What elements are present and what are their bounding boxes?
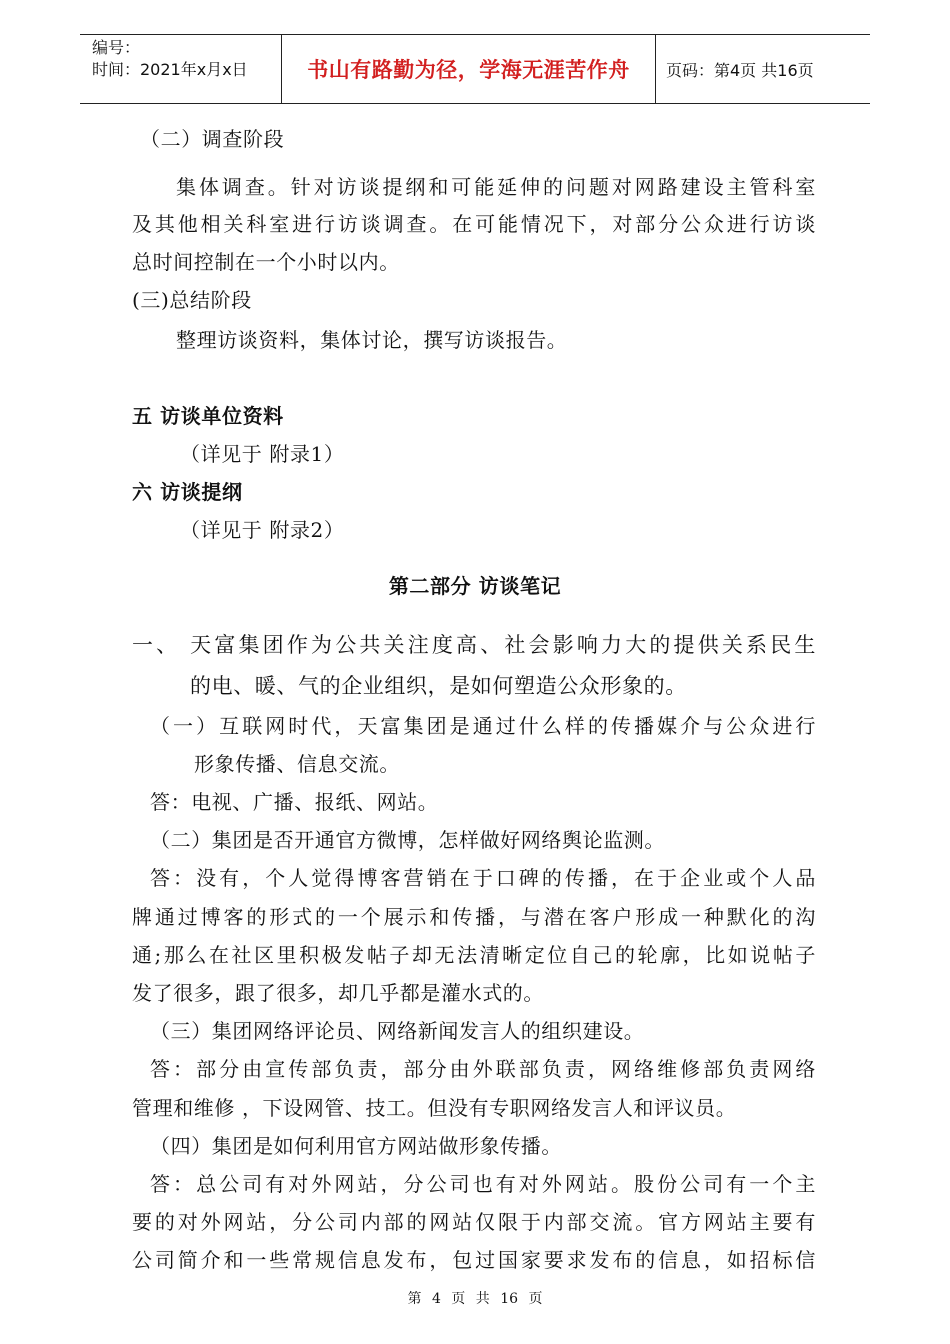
header-time: 时间：2021年x月x日 [92,60,248,79]
part-title: 第二部分 访谈笔记 [388,574,562,598]
header-number: 编号： [92,38,141,57]
answer-line: 答：电视、广播、报纸、网站。 [150,790,439,814]
section-heading: （二）调查阶段 [140,127,285,151]
answer-line: 答：总公司有对外网站，分公司也有对外网站。股份公司有一个主 [150,1172,816,1196]
subquestion-line: （二）集团是否开通官方微博，怎样做好网络舆论监测。 [150,828,665,852]
subquestion-line: （一）互联网时代，天富集团是通过什么样的传播媒介与公众进行 [150,714,816,738]
header-page: 页码：第4页 共16页 [666,60,814,80]
answer-line: 牌通过博客的形式的一个展示和传播，与潜在客户形成一种默化的沟 [132,905,816,929]
subquestion-line: （四）集团是如何利用官方网站做形象传播。 [150,1134,562,1158]
answer-line: 要的对外网站，分公司内部的网站仅限于内部交流。官方网站主要有 [132,1210,816,1234]
answer-line: 通;那么在社区里积极发帖子却无法清晰定位自己的轮廓，比如说帖子 [132,943,816,967]
answer-line: 管理和维修 ，下设网管、技工。但没有专职网络发言人和评议员。 [132,1096,737,1120]
paragraph-line: 总时间控制在一个小时以内。 [132,250,400,274]
page-header [80,34,870,104]
answer-line: 答：没有，个人觉得博客营销在于口碑的传播，在于企业或个人品 [150,866,816,890]
reference-note: （详见于 附录2） [180,518,345,542]
answer-line: 发了很多，跟了很多，却几乎都是灌水式的。 [132,981,544,1005]
header-meta [80,35,282,103]
chapter-heading: 六 访谈提纲 [132,480,243,504]
answer-line: 公司简介和一些常规信息发布，包过国家要求发布的信息，如招标信 [132,1248,816,1272]
question-line: 的电、暖、气的企业组织，是如何塑造公众形象的。 [190,674,687,698]
reference-note: （详见于 附录1） [180,442,345,466]
subquestion-line: 形象传播、信息交流。 [194,752,400,776]
answer-line: 答：部分由宣传部负责，部分由外联部负责，网络维修部负责网络 [150,1057,816,1081]
section-heading: (三)总结阶段 [132,288,252,312]
page-footer: 第 4 页 共 16 页 [407,1291,543,1307]
subquestion-line: （三）集团网络评论员、网络新闻发言人的组织建设。 [150,1019,645,1043]
paragraph-line: 集体调查。针对访谈提纲和可能延伸的问题对网路建设主管科室 [176,175,816,199]
paragraph-line: 整理访谈资料，集体讨论，撰写访谈报告。 [176,328,568,352]
paragraph-line: 及其他相关科室进行访谈调查。在可能情况下，对部分公众进行访谈 [132,212,816,236]
question-line: 一、 天富集团作为公共关注度高、社会影响力大的提供关系民生 [132,633,816,657]
chapter-heading: 五 访谈单位资料 [132,404,284,428]
header-motto: 书山有路勤为径，学海无涯苦作舟 [282,35,656,103]
